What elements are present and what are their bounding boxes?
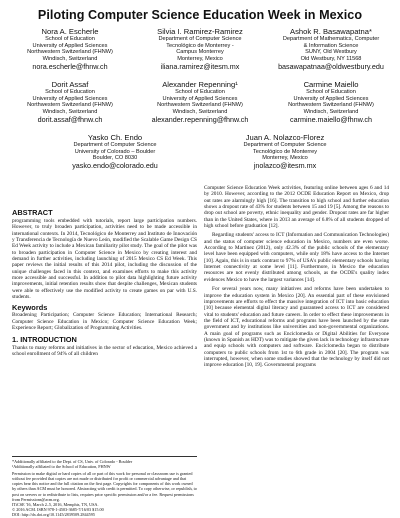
author-name: Alexander Repenning¹ xyxy=(162,80,238,89)
paper-title: Piloting Computer Science Education Week in Mexico xyxy=(37,8,363,22)
author-5 xyxy=(136,80,264,124)
affiliation-line: Monterrey, Mexico xyxy=(262,155,308,162)
affiliation-line: Tecnológico de Monterrey - xyxy=(166,42,234,49)
author-2 xyxy=(136,27,264,71)
affiliation-line: Windisch, Switzerland xyxy=(42,109,98,116)
affiliation-line: University of Applied Sciences xyxy=(32,95,108,102)
affiliation-line: University of Applied Sciences xyxy=(293,95,369,102)
author-name: Dorit Assaf xyxy=(51,80,89,89)
conference-line: ITiCSE '16, March 2–5, 2016, Memphis, TN, USA. xyxy=(12,501,99,507)
footnotes xyxy=(12,456,197,517)
affiliation-line: Department of Computer Science xyxy=(243,142,327,148)
keywords-text: Broadening Participation; Computer Science Education; International Research; Computer Science Education in Mexico; Computer Science Education Week; Experience Report; Globalization of Programming Activities. xyxy=(12,312,197,332)
affiliation-line: SUNY, Old Westbury xyxy=(305,49,357,56)
right-column xyxy=(204,185,389,372)
affiliation-line: School of Education xyxy=(306,89,356,95)
affiliation-line: University of Colorado – Boulder xyxy=(74,148,156,155)
affiliation-line: University of Applied Sciences xyxy=(162,95,238,102)
permission-notice: Permission to make digital or hard copies of all or part of this work for personal or classroom use is granted without fee provided that copies are not made or distributed for profit or commercial advantage and that copies bear this notice and the full citation on the first page. Copyrights for components of this work owned by others than ACM must be honored. Abstracting with credit is permitted. To copy otherwise, or republish, to post on servers or to redistribute to lists, requires prior specific permission and/or a fee. Request permissions from Permissions@acm.org. xyxy=(12,471,197,502)
author-email: carmine.maiello@fhnw.ch xyxy=(290,114,372,124)
author-name: Yasko Ch. Endo xyxy=(87,133,143,142)
footnote-2: ¹Additionally affiliated to the School of Education, FHNW xyxy=(12,464,111,470)
body-paragraph: For several years now, many initiatives and reforms have been undertaken to improve the education system in Mexico [20]. An essential part of these envisioned improvements are efforts to effect the massive integration of ICT into basic education [10] because elemental digital literacy and guaranteed access to ICT are considered vital to students' education and future careers. In order to effect these improvements in the field of ICT, educational reforms and programs have been launched by the state government and by institutions like universities and non-governmental organizations. A main goal of programs such as Enciclomedia or Digital Abilities for Everyone (known in Spanish as HDT) was to mitigate the given lack in technology infrastructure and equip schools with computers and software. Enciclomedia began to distribute computers to public schools from 1st to 6th grade in 2004 [20]. The program was interrupted, however, when some studies showed that the technology by itself did not improve education [10, 19]. Governmental programs xyxy=(204,286,389,369)
keywords-heading: Keywords xyxy=(12,303,48,313)
affiliation-line: Northwestern Switzerland (FHNW) xyxy=(157,102,243,109)
body-paragraph: Regarding students' access to ICT (Information and Communication Technologies) and the status of computer science education in Mexico, numbers are even worse. According to Martinez (2012), only 42.3% of the public schools of the elementary level have been equipped with computers, while only 18% have access to the Internet [10]. Again, this is in stark contrast to 97% of USA's public elementary schools having Internet connectivity at some level [11]. Furthermore, in Mexico the education resources are not evenly distributed among schools, as the OCDE's quality index evidences Mexico to have the largest variances [14]. xyxy=(204,232,389,283)
affiliation-line: University of Applied Sciences xyxy=(32,42,108,49)
affiliation-line: Department of Computer Science xyxy=(73,142,157,148)
affiliation-line: School of Education xyxy=(45,36,95,42)
author-7 xyxy=(40,133,190,171)
affiliation-line: Northwestern Switzerland (FHNW) xyxy=(27,102,113,109)
affiliation-line: Northwestern Switzerland (FHNW) xyxy=(288,102,374,109)
author-name: Juan A. Nolazco-Florez xyxy=(245,133,325,142)
introduction-text: Thanks to many reforms and initiatives in the sector of education, Mexico achieved a school enrollment of 94% of all children xyxy=(12,344,197,357)
affiliation-line: Tecnológico de Monterrey xyxy=(252,148,318,155)
affiliation-line: School of Education xyxy=(175,89,225,95)
affiliation-line: Old Westbury, NY 11568 xyxy=(300,56,362,63)
author-email: iliana.ramirez@itesm.mx xyxy=(160,61,240,71)
affiliation-line: Northwestern Switzerland (FHNW) xyxy=(27,49,113,56)
affiliation-line: School of Education xyxy=(45,89,95,95)
affiliation-line: Monterrey, Mexico xyxy=(177,56,223,63)
affiliation-line: Windisch, Switzerland xyxy=(42,56,98,63)
footnote-1: *Additionally affiliated to the Dept. of CS, Univ. of Colorado - Boulder xyxy=(12,459,133,464)
author-email: dorit.assaf@fhnw.ch xyxy=(37,114,103,124)
affiliation-line: & Information Science xyxy=(303,42,359,49)
copyright-line: © 2016 ACM. ISBN 978-1-4503-3685-7/16/03 $15.00 xyxy=(12,506,104,512)
author-email: alexander.repenning@fhnw.ch xyxy=(151,114,249,124)
author-1 xyxy=(6,27,134,71)
affiliation-line: Department of Computer Science xyxy=(158,36,242,42)
author-6 xyxy=(266,80,396,124)
body-paragraph: Computer Science Education Week activities, featuring online between ages 6 and 14 by 2010. However, according to the 2012 OCDE Education Report on Mexico, drop out rates are alarmingly high [16]. The transition to high school and further education shows a dropout rate of 43% for students between 15 and 19 [5]. Among the reasons to drop out school are poverty, ethnic inequality and gender. Dropout rates are far higher than in the United States, where in 2013 an average of 6.8% of all students dropped of high school before graduation [12]. xyxy=(204,185,389,230)
author-name: Carmine Maiello xyxy=(303,80,359,89)
author-name: Ashok R. Basawapatna* xyxy=(290,27,372,36)
affiliation-line: Campus Monterrey xyxy=(176,49,224,56)
affiliation-line: Windisch, Switzerland xyxy=(172,109,228,116)
author-name: Nora A. Escherle xyxy=(41,27,99,36)
author-email: yasko.endo@colorado.edu xyxy=(72,161,158,171)
author-3 xyxy=(266,27,396,71)
author-email: nora.escherle@fhnw.ch xyxy=(32,61,108,71)
introduction-heading: 1. INTRODUCTION xyxy=(12,334,77,344)
affiliation-line: Boulder, CO 8030 xyxy=(92,155,138,162)
author-8 xyxy=(210,133,360,171)
author-email: basawapatnaa@oldwestbury.edu xyxy=(278,61,384,71)
abstract-heading: ABSTRACT xyxy=(12,208,53,217)
left-column xyxy=(12,208,197,360)
author-name: Silvia I. Ramirez-Ramirez xyxy=(157,27,243,36)
author-email: jnolazco@itesm.mx xyxy=(253,161,317,171)
doi-line: DOI: http://dx.doi.org/10.1145/2839509.2844595 xyxy=(12,511,95,517)
author-4 xyxy=(6,80,134,124)
abstract-text: programming tools embedded with tutorials, report large participation numbers. However, to truly broaden participation, activities need to be made accessible in international contexts. In 2014, Tecnológico de Monterrey and Instituto de Innovación y Transferencia de Tecnología de Nuevo León, modified the Scalable Game Design CS Ed Week activity to include a Mexican familiarity pilot study. The goal of the pilot was to broaden participation in Computer Science in Mexico by creating interest and demand in further activities, including launching of 2015 Mexico CS Ed Week. This paper reviews the initial results of this 2014 pilot, including the discussion of the unique challenges faced in this context, and examines efforts to make this activity more accessible and successful. In addition to pilot data highlighting future activity improvements, initial retention results show that despite challenges, Mexican students were able to effectively use the modified activity to create games on par with U.S. students. xyxy=(12,218,197,301)
affiliation-line: Department of Mathematics, Computer xyxy=(282,36,380,42)
affiliation-line: Windisch, Switzerland xyxy=(303,109,359,116)
